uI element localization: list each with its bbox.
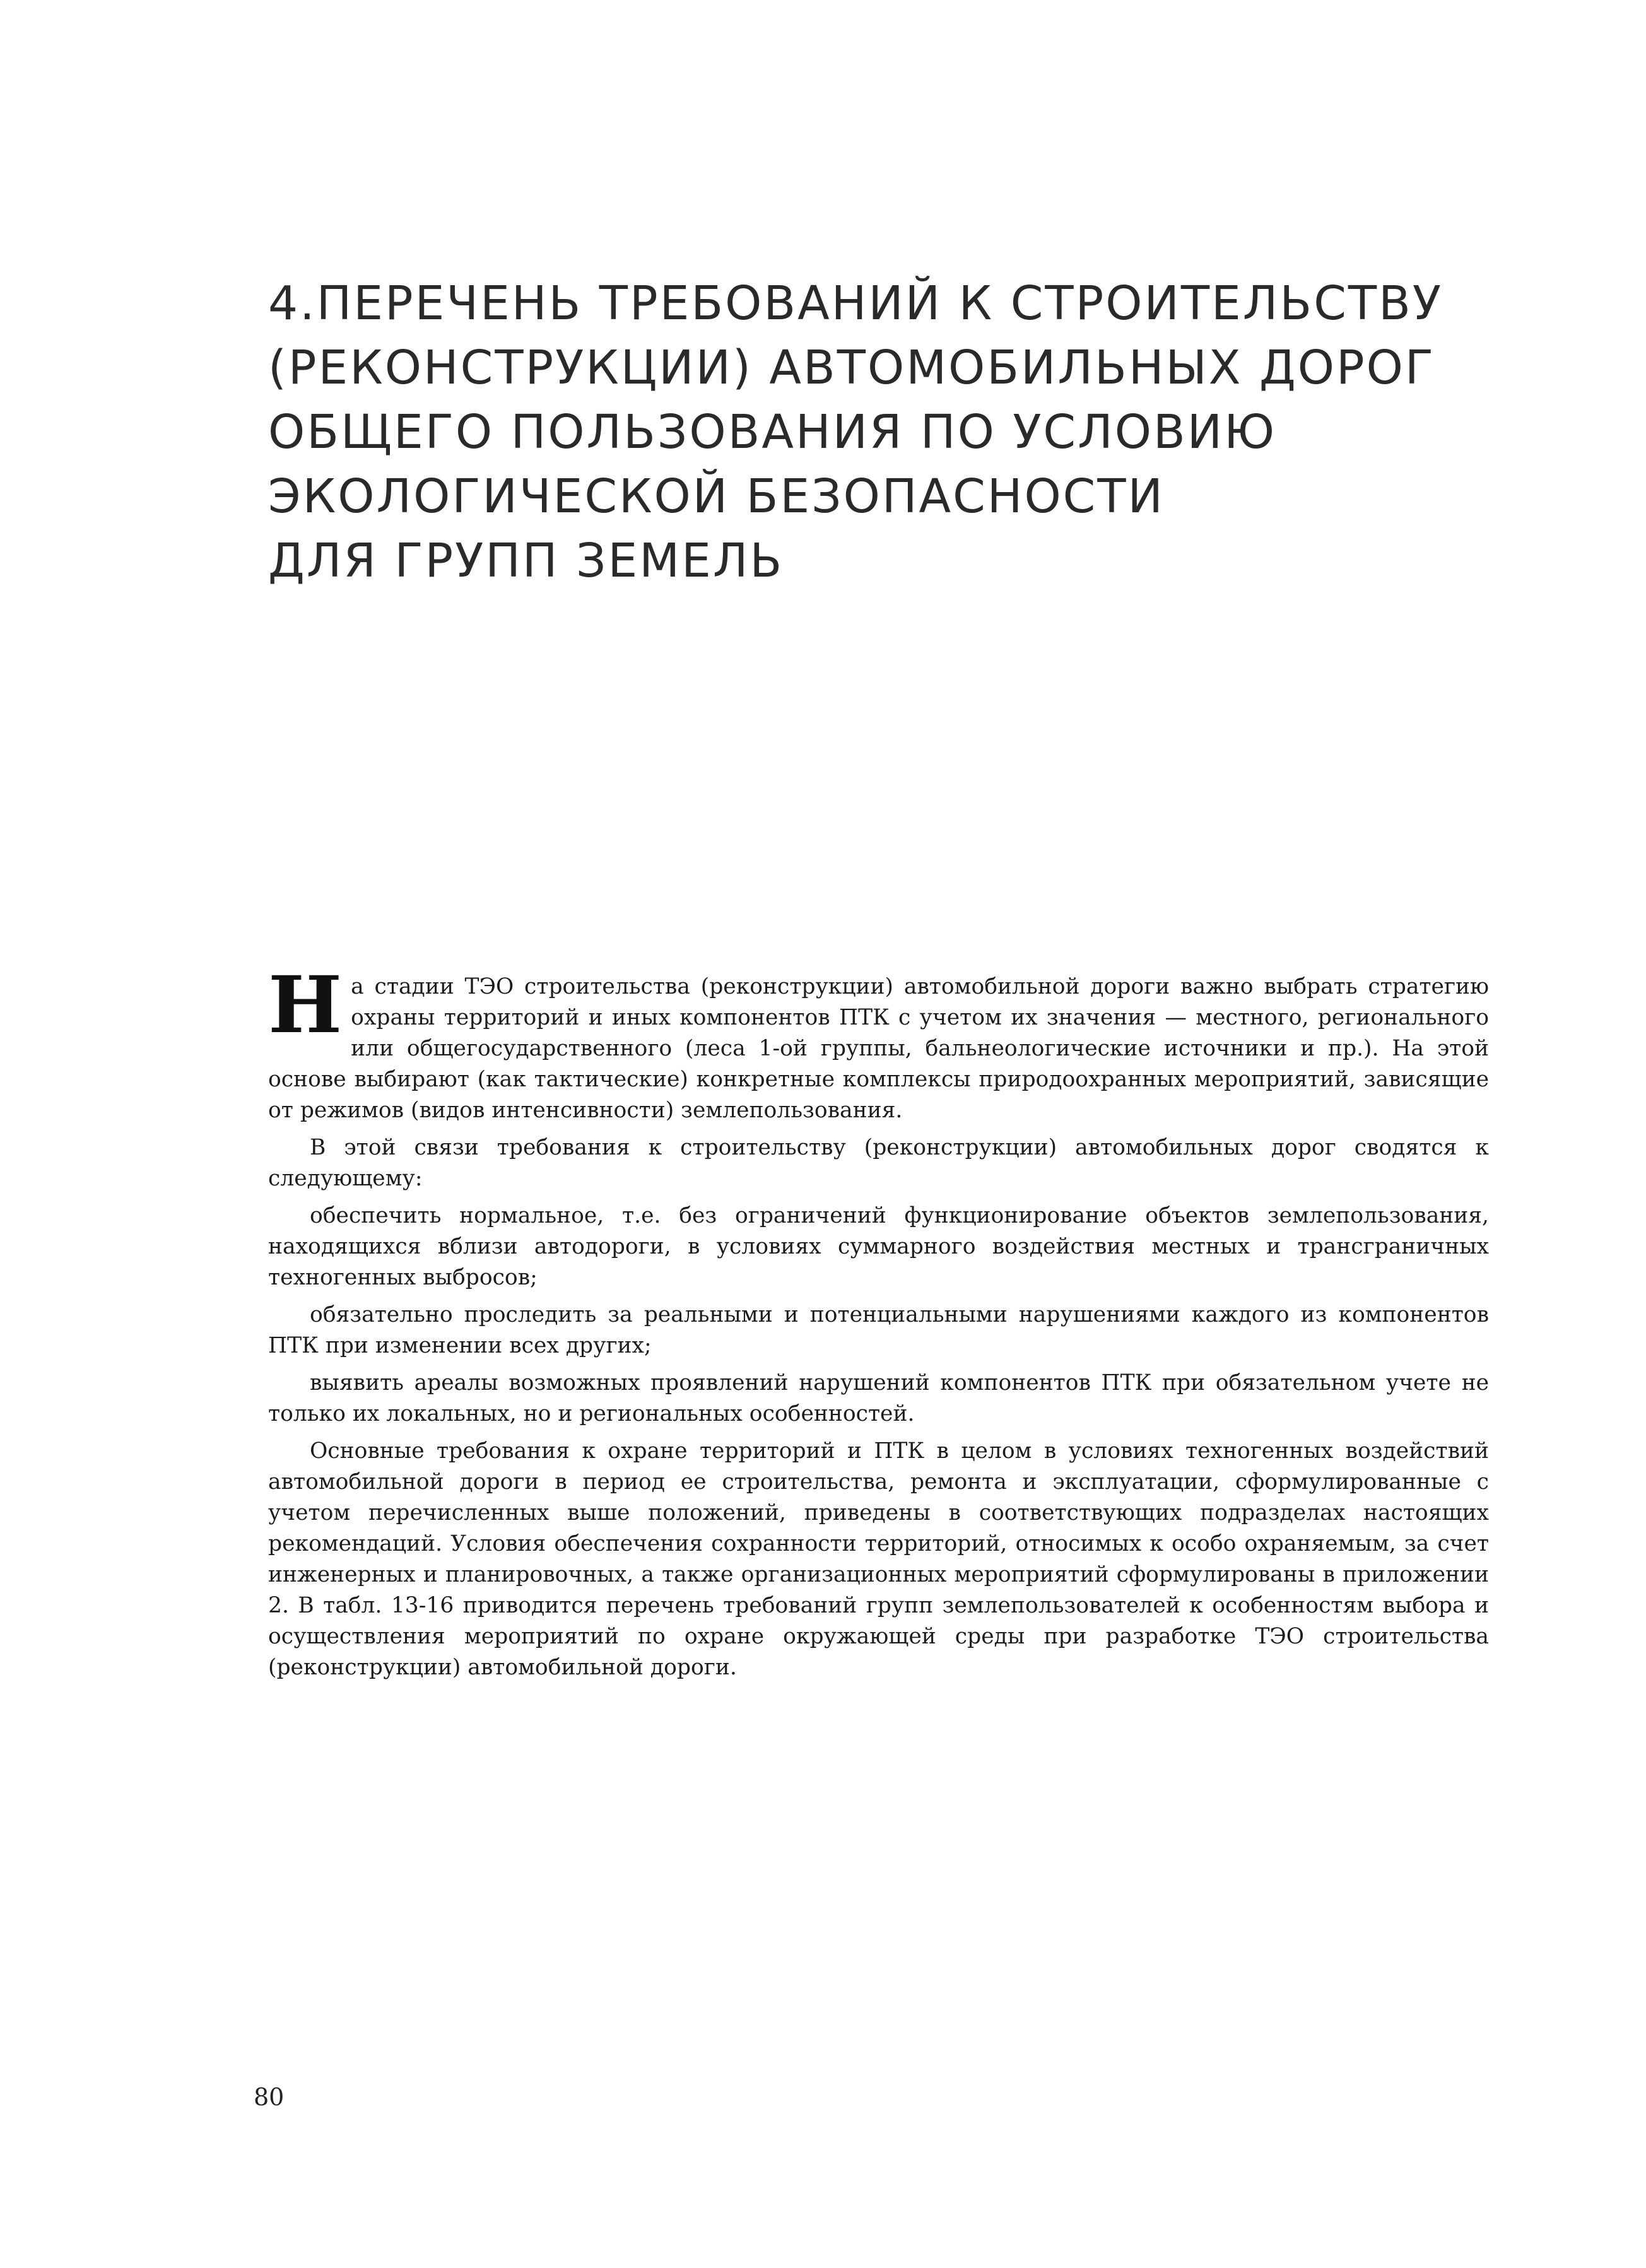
paragraph: В этой связи требования к строительству (реконструкции) автомобильных дорог сводятся к следующему: (268, 1135, 1489, 1191)
list-item: обязательно проследить за реальными и потенциальными нарушениями каждого из компонентов ПТК при изменении всех других; (268, 1302, 1489, 1358)
heading-line: 4.ПЕРЕЧЕНЬ ТРЕБОВАНИЙ К СТРОИТЕЛЬСТВУ (268, 276, 1443, 331)
page-number: 80 (254, 2083, 285, 2111)
section-heading (268, 271, 1443, 593)
heading-line: ЭКОЛОГИЧЕСКОЙ БЕЗОПАСНОСТИ (268, 469, 1165, 524)
heading-line: ОБЩЕГО ПОЛЬЗОВАНИЯ ПО УСЛОВИЮ (268, 405, 1277, 459)
heading-line: ДЛЯ ГРУПП ЗЕМЕЛЬ (268, 534, 784, 588)
paragraph-intro (268, 960, 1489, 1126)
list-item: выявить ареалы возможных проявлений нарушений компонентов ПТК при обязательном учете не только их локальных, но и региональных особенностей. (268, 1370, 1489, 1426)
drop-cap: Н (268, 960, 343, 1051)
heading-line: (РЕКОНСТРУКЦИИ) АВТОМОБИЛЬНЫХ ДОРОГ (268, 341, 1436, 395)
list-item: обеспечить нормальное, т.е. без ограничений функционирование объектов землепользования, находящихся вблизи автодороги, в условиях суммарного воздействия местных и трансграничных техногенных выбросов; (268, 1203, 1489, 1290)
body-text (268, 960, 1489, 1689)
paragraph: Основные требования к охране территорий и ПТК в целом в условиях техногенных воздействий автомобильной дороги в период ее строительства, ремонта и эксплуатации, сформулированные с учетом перечисленных выше положений, приведены в соответствующих подразделах настоящих рекомендаций. Условия обеспечения сохранности территорий, относимых к особо охраняемым, за счет инженерных и планировочных, а также организационных мероприятий сформулированы в приложении 2. В табл. 13-16 приводится перечень требований групп землепользователей к особенностям выбора и осуществления мероприятий по охране окружающей среды при разработке ТЭО строительства (реконструкции) автомобильной дороги. (268, 1438, 1489, 1680)
paragraph-intro-text: а стадии ТЭО строительства (реконструкции) автомобильной дороги важно выбрать стратегию охраны территорий и иных компонентов ПТК с учетом их значения — местного, регионального или общегосударственного (леса 1-ой группы, бальнеологические источники и пр.). На этой основе выбирают (как тактические) конкретные комплексы природоохранных мероприятий, зависящие от режимов (видов интенсивности) землепользования. (268, 974, 1489, 1123)
